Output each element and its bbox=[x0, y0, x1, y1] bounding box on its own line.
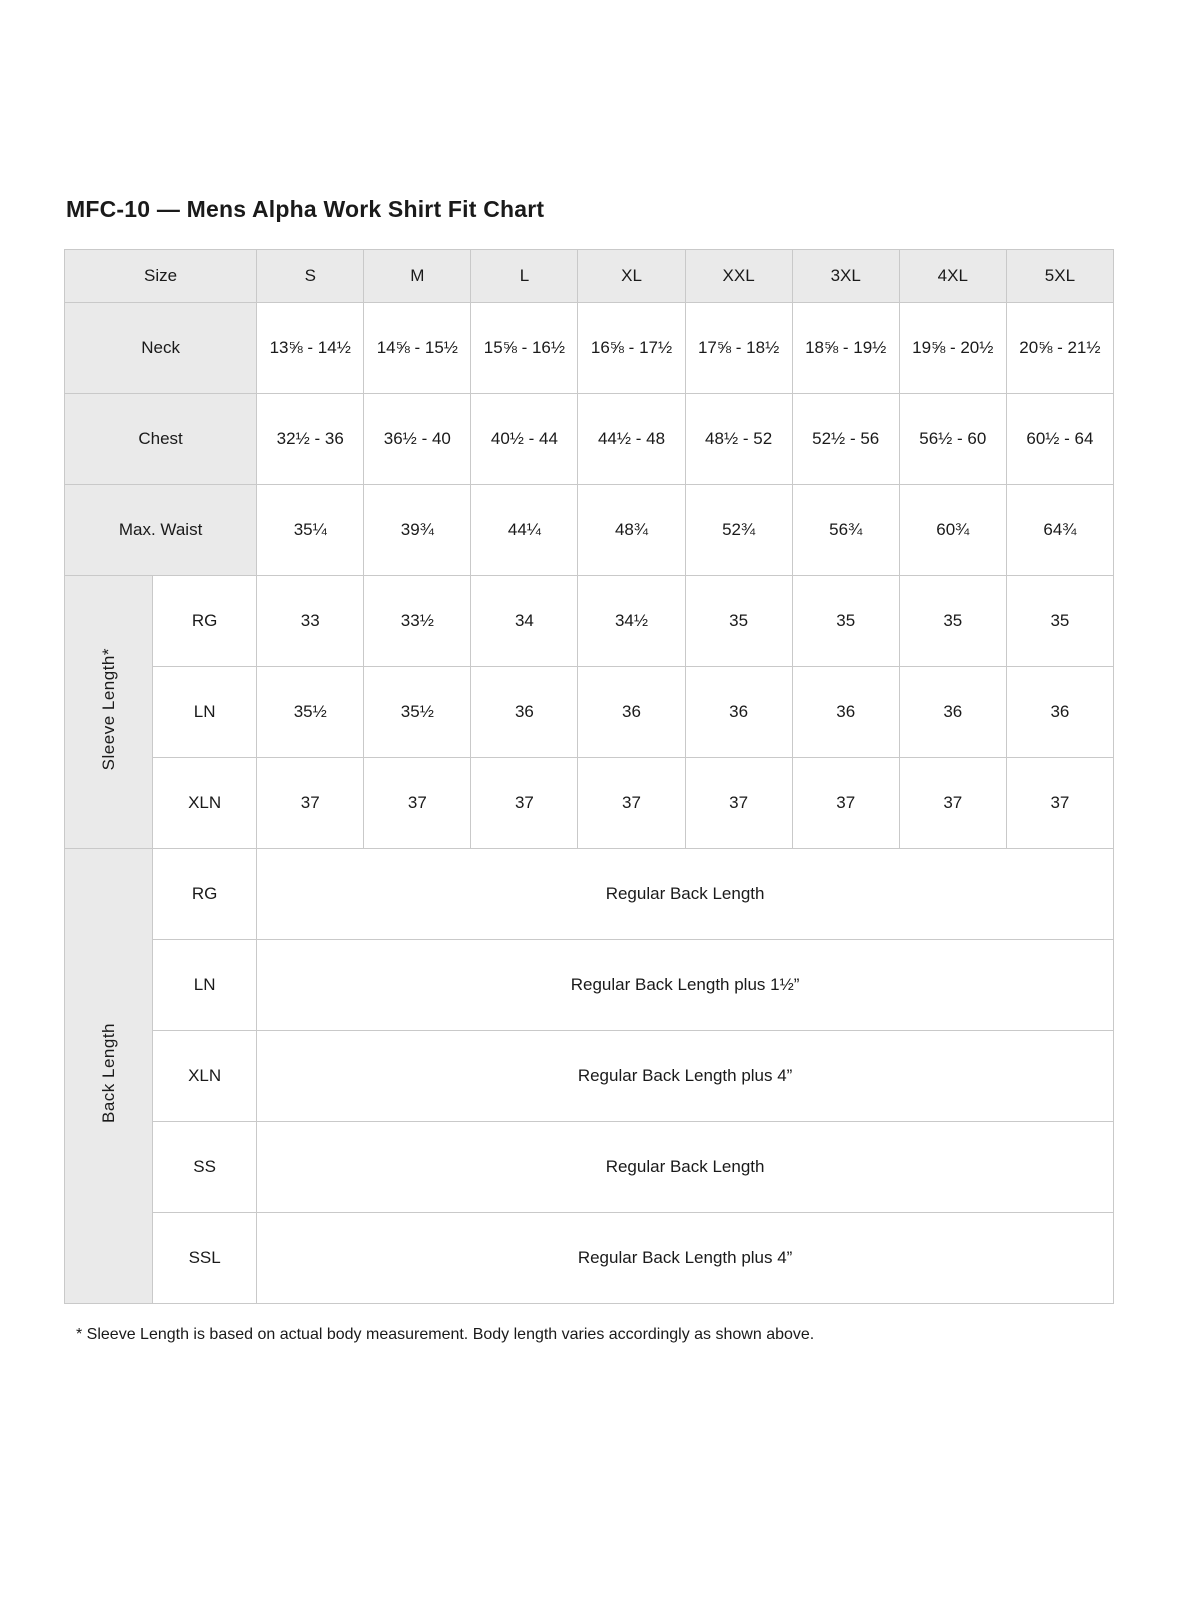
sleeve-rg-5xl: 35 bbox=[1006, 576, 1113, 667]
group-label-sleeve-length bbox=[65, 576, 153, 849]
max-waist-xxl: 52¾ bbox=[685, 485, 792, 576]
chest-xxl: 48½ - 52 bbox=[685, 394, 792, 485]
sleeve-ln-xl: 36 bbox=[578, 667, 685, 758]
sleeve-xln-5xl: 37 bbox=[1006, 758, 1113, 849]
max-waist-4xl: 60¾ bbox=[899, 485, 1006, 576]
back-length-note-xln: Regular Back Length plus 4” bbox=[257, 1031, 1114, 1122]
column-header-xxl: XXL bbox=[685, 250, 792, 303]
sleeve-rg-m: 33½ bbox=[364, 576, 471, 667]
sleeve-xln-4xl: 37 bbox=[899, 758, 1006, 849]
sub-label-back-rg: RG bbox=[153, 849, 257, 940]
fit-chart-page bbox=[64, 196, 1114, 1344]
sleeve-xln-s: 37 bbox=[257, 758, 364, 849]
chest-l: 40½ - 44 bbox=[471, 394, 578, 485]
column-header-m: M bbox=[364, 250, 471, 303]
chest-m: 36½ - 40 bbox=[364, 394, 471, 485]
sleeve-xln-xl: 37 bbox=[578, 758, 685, 849]
column-header-4xl: 4XL bbox=[899, 250, 1006, 303]
neck-m: 14⅝ - 15½ bbox=[364, 303, 471, 394]
neck-s: 13⅝ - 14½ bbox=[257, 303, 364, 394]
table-row-chest bbox=[65, 394, 1114, 485]
row-label-neck: Neck bbox=[65, 303, 257, 394]
table-row-sleeve-rg bbox=[65, 576, 1114, 667]
back-length-note-ln: Regular Back Length plus 1½” bbox=[257, 940, 1114, 1031]
page-title: MFC-10 — Mens Alpha Work Shirt Fit Chart bbox=[66, 196, 545, 222]
table-row-back-rg bbox=[65, 849, 1114, 940]
table-row-sleeve-xln bbox=[65, 758, 1114, 849]
chest-xl: 44½ - 48 bbox=[578, 394, 685, 485]
sleeve-ln-s: 35½ bbox=[257, 667, 364, 758]
sleeve-rg-l: 34 bbox=[471, 576, 578, 667]
table-row-sleeve-ln bbox=[65, 667, 1114, 758]
max-waist-xl: 48¾ bbox=[578, 485, 685, 576]
group-label-back-length-text: Back Length bbox=[98, 1023, 118, 1124]
max-waist-l: 44¼ bbox=[471, 485, 578, 576]
sleeve-rg-xxl: 35 bbox=[685, 576, 792, 667]
max-waist-3xl: 56¾ bbox=[792, 485, 899, 576]
chest-4xl: 56½ - 60 bbox=[899, 394, 1006, 485]
back-length-note-rg: Regular Back Length bbox=[257, 849, 1114, 940]
sleeve-ln-l: 36 bbox=[471, 667, 578, 758]
sub-label-sleeve-xln: XLN bbox=[153, 758, 257, 849]
sub-label-sleeve-ln: LN bbox=[153, 667, 257, 758]
sleeve-xln-m: 37 bbox=[364, 758, 471, 849]
sleeve-xln-l: 37 bbox=[471, 758, 578, 849]
sleeve-ln-5xl: 36 bbox=[1006, 667, 1113, 758]
column-header-5xl: 5XL bbox=[1006, 250, 1113, 303]
sub-label-back-ln: LN bbox=[153, 940, 257, 1031]
neck-3xl: 18⅝ - 19½ bbox=[792, 303, 899, 394]
neck-xl: 16⅝ - 17½ bbox=[578, 303, 685, 394]
sleeve-rg-xl: 34½ bbox=[578, 576, 685, 667]
column-header-3xl: 3XL bbox=[792, 250, 899, 303]
table-row-neck bbox=[65, 303, 1114, 394]
column-header-s: S bbox=[257, 250, 364, 303]
table-row-back-ssl bbox=[65, 1213, 1114, 1304]
neck-l: 15⅝ - 16½ bbox=[471, 303, 578, 394]
column-header-size: Size bbox=[65, 250, 257, 303]
sleeve-xln-3xl: 37 bbox=[792, 758, 899, 849]
table-row-back-xln bbox=[65, 1031, 1114, 1122]
column-header-l: L bbox=[471, 250, 578, 303]
sleeve-ln-xxl: 36 bbox=[685, 667, 792, 758]
neck-xxl: 17⅝ - 18½ bbox=[685, 303, 792, 394]
table-row-back-ss bbox=[65, 1122, 1114, 1213]
table-header-row bbox=[65, 250, 1114, 303]
sub-label-sleeve-rg: RG bbox=[153, 576, 257, 667]
sub-label-back-xln: XLN bbox=[153, 1031, 257, 1122]
column-header-xl: XL bbox=[578, 250, 685, 303]
max-waist-s: 35¼ bbox=[257, 485, 364, 576]
sleeve-rg-s: 33 bbox=[257, 576, 364, 667]
table-row-max-waist bbox=[65, 485, 1114, 576]
row-label-chest: Chest bbox=[65, 394, 257, 485]
neck-5xl: 20⅝ - 21½ bbox=[1006, 303, 1113, 394]
sub-label-back-ss: SS bbox=[153, 1122, 257, 1213]
neck-4xl: 19⅝ - 20½ bbox=[899, 303, 1006, 394]
sleeve-xln-xxl: 37 bbox=[685, 758, 792, 849]
size-fit-chart-table bbox=[64, 249, 1114, 1304]
max-waist-m: 39¾ bbox=[364, 485, 471, 576]
back-length-note-ss: Regular Back Length bbox=[257, 1122, 1114, 1213]
sleeve-ln-3xl: 36 bbox=[792, 667, 899, 758]
sleeve-ln-m: 35½ bbox=[364, 667, 471, 758]
max-waist-5xl: 64¾ bbox=[1006, 485, 1113, 576]
sleeve-rg-3xl: 35 bbox=[792, 576, 899, 667]
sub-label-back-ssl: SSL bbox=[153, 1213, 257, 1304]
footnote: * Sleeve Length is based on actual body measurement. Body length varies accordingly as shown above. bbox=[76, 1326, 815, 1343]
chest-s: 32½ - 36 bbox=[257, 394, 364, 485]
back-length-note-ssl: Regular Back Length plus 4” bbox=[257, 1213, 1114, 1304]
chest-3xl: 52½ - 56 bbox=[792, 394, 899, 485]
row-label-max-waist: Max. Waist bbox=[65, 485, 257, 576]
group-label-sleeve-length-text: Sleeve Length* bbox=[98, 648, 118, 771]
group-label-back-length bbox=[65, 849, 153, 1304]
table-row-back-ln bbox=[65, 940, 1114, 1031]
chest-5xl: 60½ - 64 bbox=[1006, 394, 1113, 485]
sleeve-rg-4xl: 35 bbox=[899, 576, 1006, 667]
sleeve-ln-4xl: 36 bbox=[899, 667, 1006, 758]
